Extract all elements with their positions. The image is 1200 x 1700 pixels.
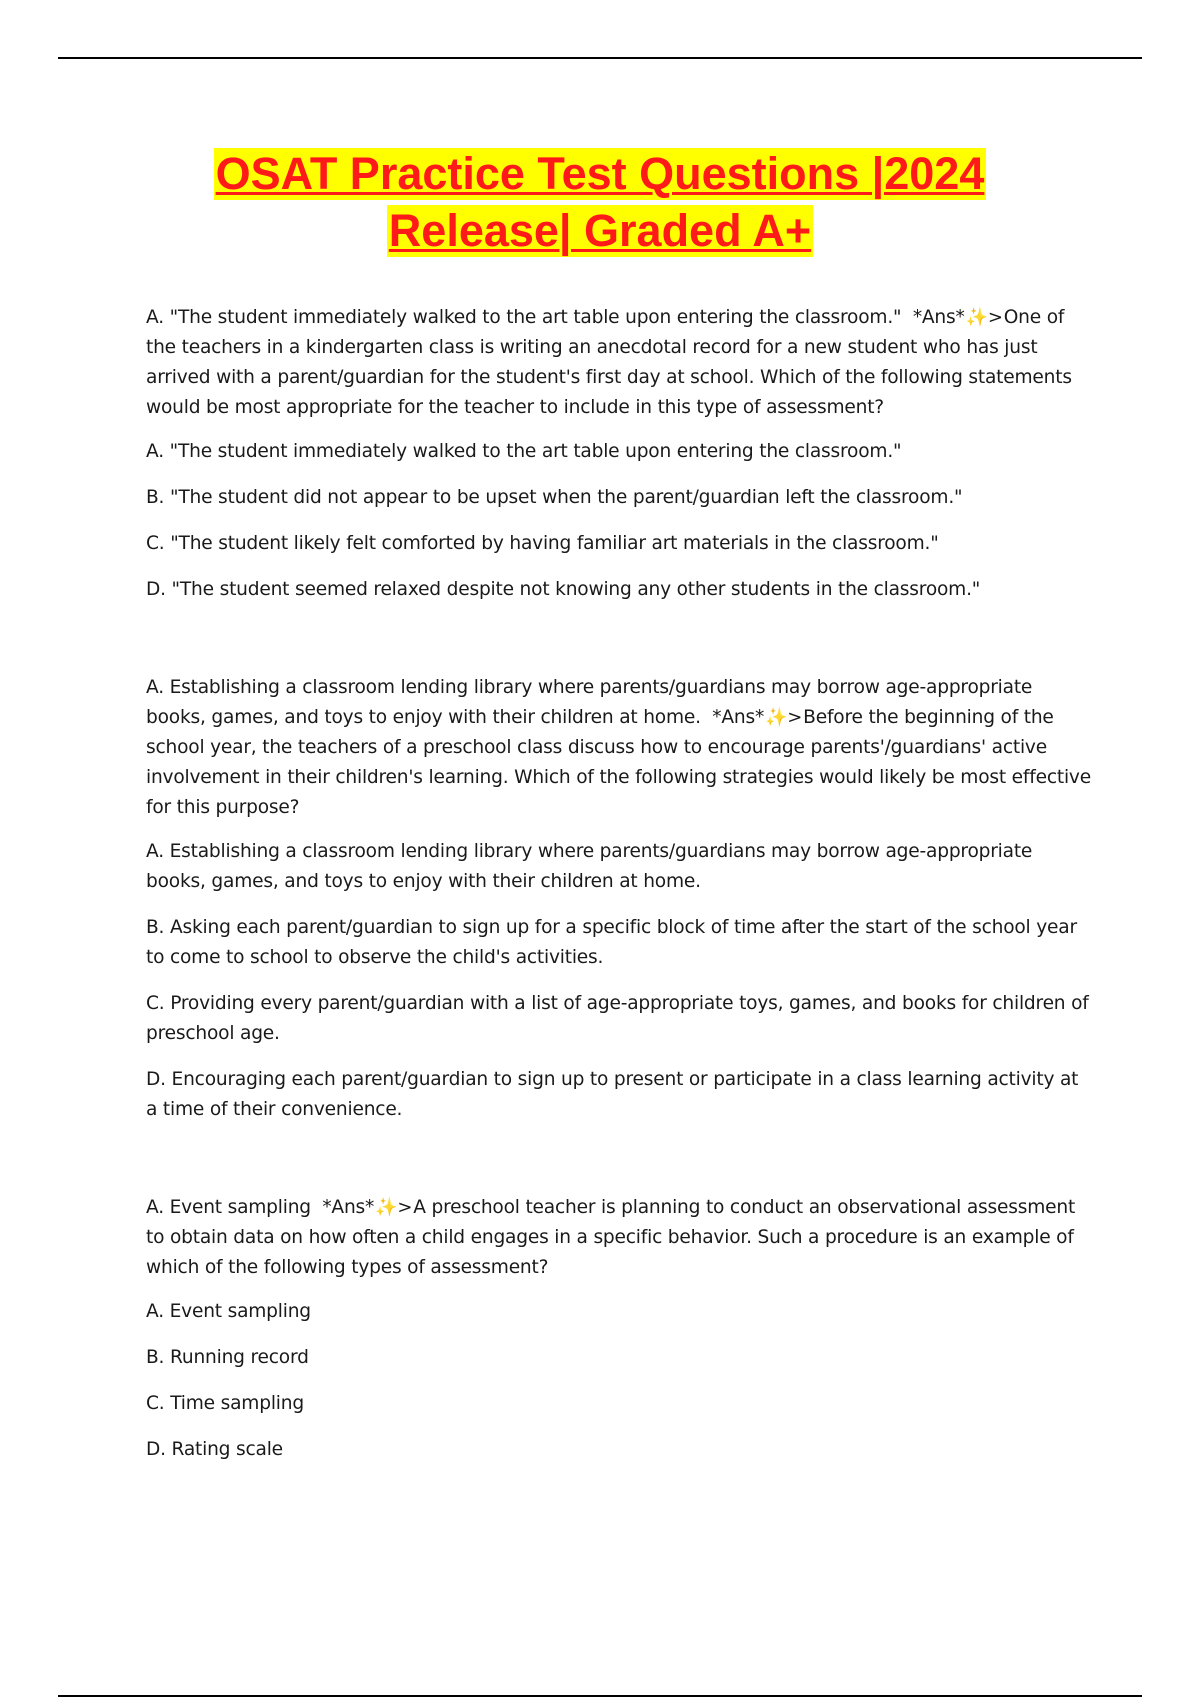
- answer-text: A. Event sampling: [146, 1197, 311, 1218]
- option-b: B. Asking each parent/guardian to sign up for a specific block of time after the start of the school year to come to school to observe the child's activities.: [146, 917, 1077, 968]
- question-prompt: A preschool teacher is planning to conduct an observational assessment to obtain data on how often a child engages in a specific behavior. Such a procedure is an example of which of the following types of assessment?: [146, 1197, 1076, 1278]
- option-c: C. "The student likely felt comforted by having familiar art materials in the classroom.": [146, 533, 939, 554]
- question-stem: [146, 1193, 1091, 1283]
- question-prompt: One of the teachers in a kindergarten class is writing an anecdotal record for a new student who has just arrived with a parent/guardian for the student's first day at school. Which of the following statements would be most appropriate for the teacher to include in this type of assessment?: [146, 307, 1072, 418]
- title-line-2: Release| Graded A+: [388, 205, 812, 256]
- question-block-1: [146, 303, 1091, 605]
- option-a: A. Establishing a classroom lending library where parents/guardians may borrow age-appropriate books, games, and toys to enjoy with their children at home.: [146, 841, 1033, 892]
- option-d: D. Encouraging each parent/guardian to sign up to present or participate in a class learning activity at a time of their convenience.: [146, 1069, 1079, 1120]
- sparkle-arrow-icon: ✨>: [375, 1197, 413, 1218]
- question-stem: [146, 673, 1091, 823]
- question-block-3: [146, 1193, 1091, 1465]
- option-d: D. "The student seemed relaxed despite not knowing any other students in the classroom.": [146, 579, 981, 600]
- option-a: A. Event sampling: [146, 1301, 311, 1322]
- option-b: B. Running record: [146, 1347, 309, 1368]
- question-stem: [146, 303, 1091, 423]
- title-line-1: OSAT Practice Test Questions |2024: [215, 148, 985, 199]
- option-d: D. Rating scale: [146, 1439, 283, 1460]
- question-list: [146, 303, 1091, 1481]
- bottom-rule: [58, 1695, 1142, 1697]
- sparkle-arrow-icon: ✨>: [965, 307, 1003, 328]
- option-c: C. Time sampling: [146, 1393, 304, 1414]
- spacer: [146, 1141, 1091, 1193]
- sparkle-arrow-icon: ✨>: [765, 707, 803, 728]
- option-b: B. "The student did not appear to be upset when the parent/guardian left the classroom.": [146, 487, 963, 508]
- spacer: [146, 621, 1091, 673]
- top-rule: [58, 57, 1142, 59]
- ans-marker: *Ans*: [712, 707, 765, 728]
- answer-text: A. "The student immediately walked to the art table upon entering the classroom.": [146, 307, 902, 328]
- ans-marker: *Ans*: [322, 1197, 375, 1218]
- question-prompt: Before the beginning of the school year, the teachers of a preschool class discuss how to encourage parents'/guardians' active involvement in their children's learning. Which of the following strategies would likely be most effective for this purpose?: [146, 707, 1091, 818]
- option-a: A. "The student immediately walked to the art table upon entering the classroom.": [146, 441, 902, 462]
- answer-text: A. Establishing a classroom lending library where parents/guardians may borrow age-appropriate books, games, and toys to enjoy with their children at home.: [146, 677, 1033, 728]
- option-c: C. Providing every parent/guardian with a list of age-appropriate toys, games, and books for children of preschool age.: [146, 993, 1089, 1044]
- question-block-2: [146, 673, 1091, 1125]
- ans-marker: *Ans*: [912, 307, 965, 328]
- page-title: [0, 148, 1200, 262]
